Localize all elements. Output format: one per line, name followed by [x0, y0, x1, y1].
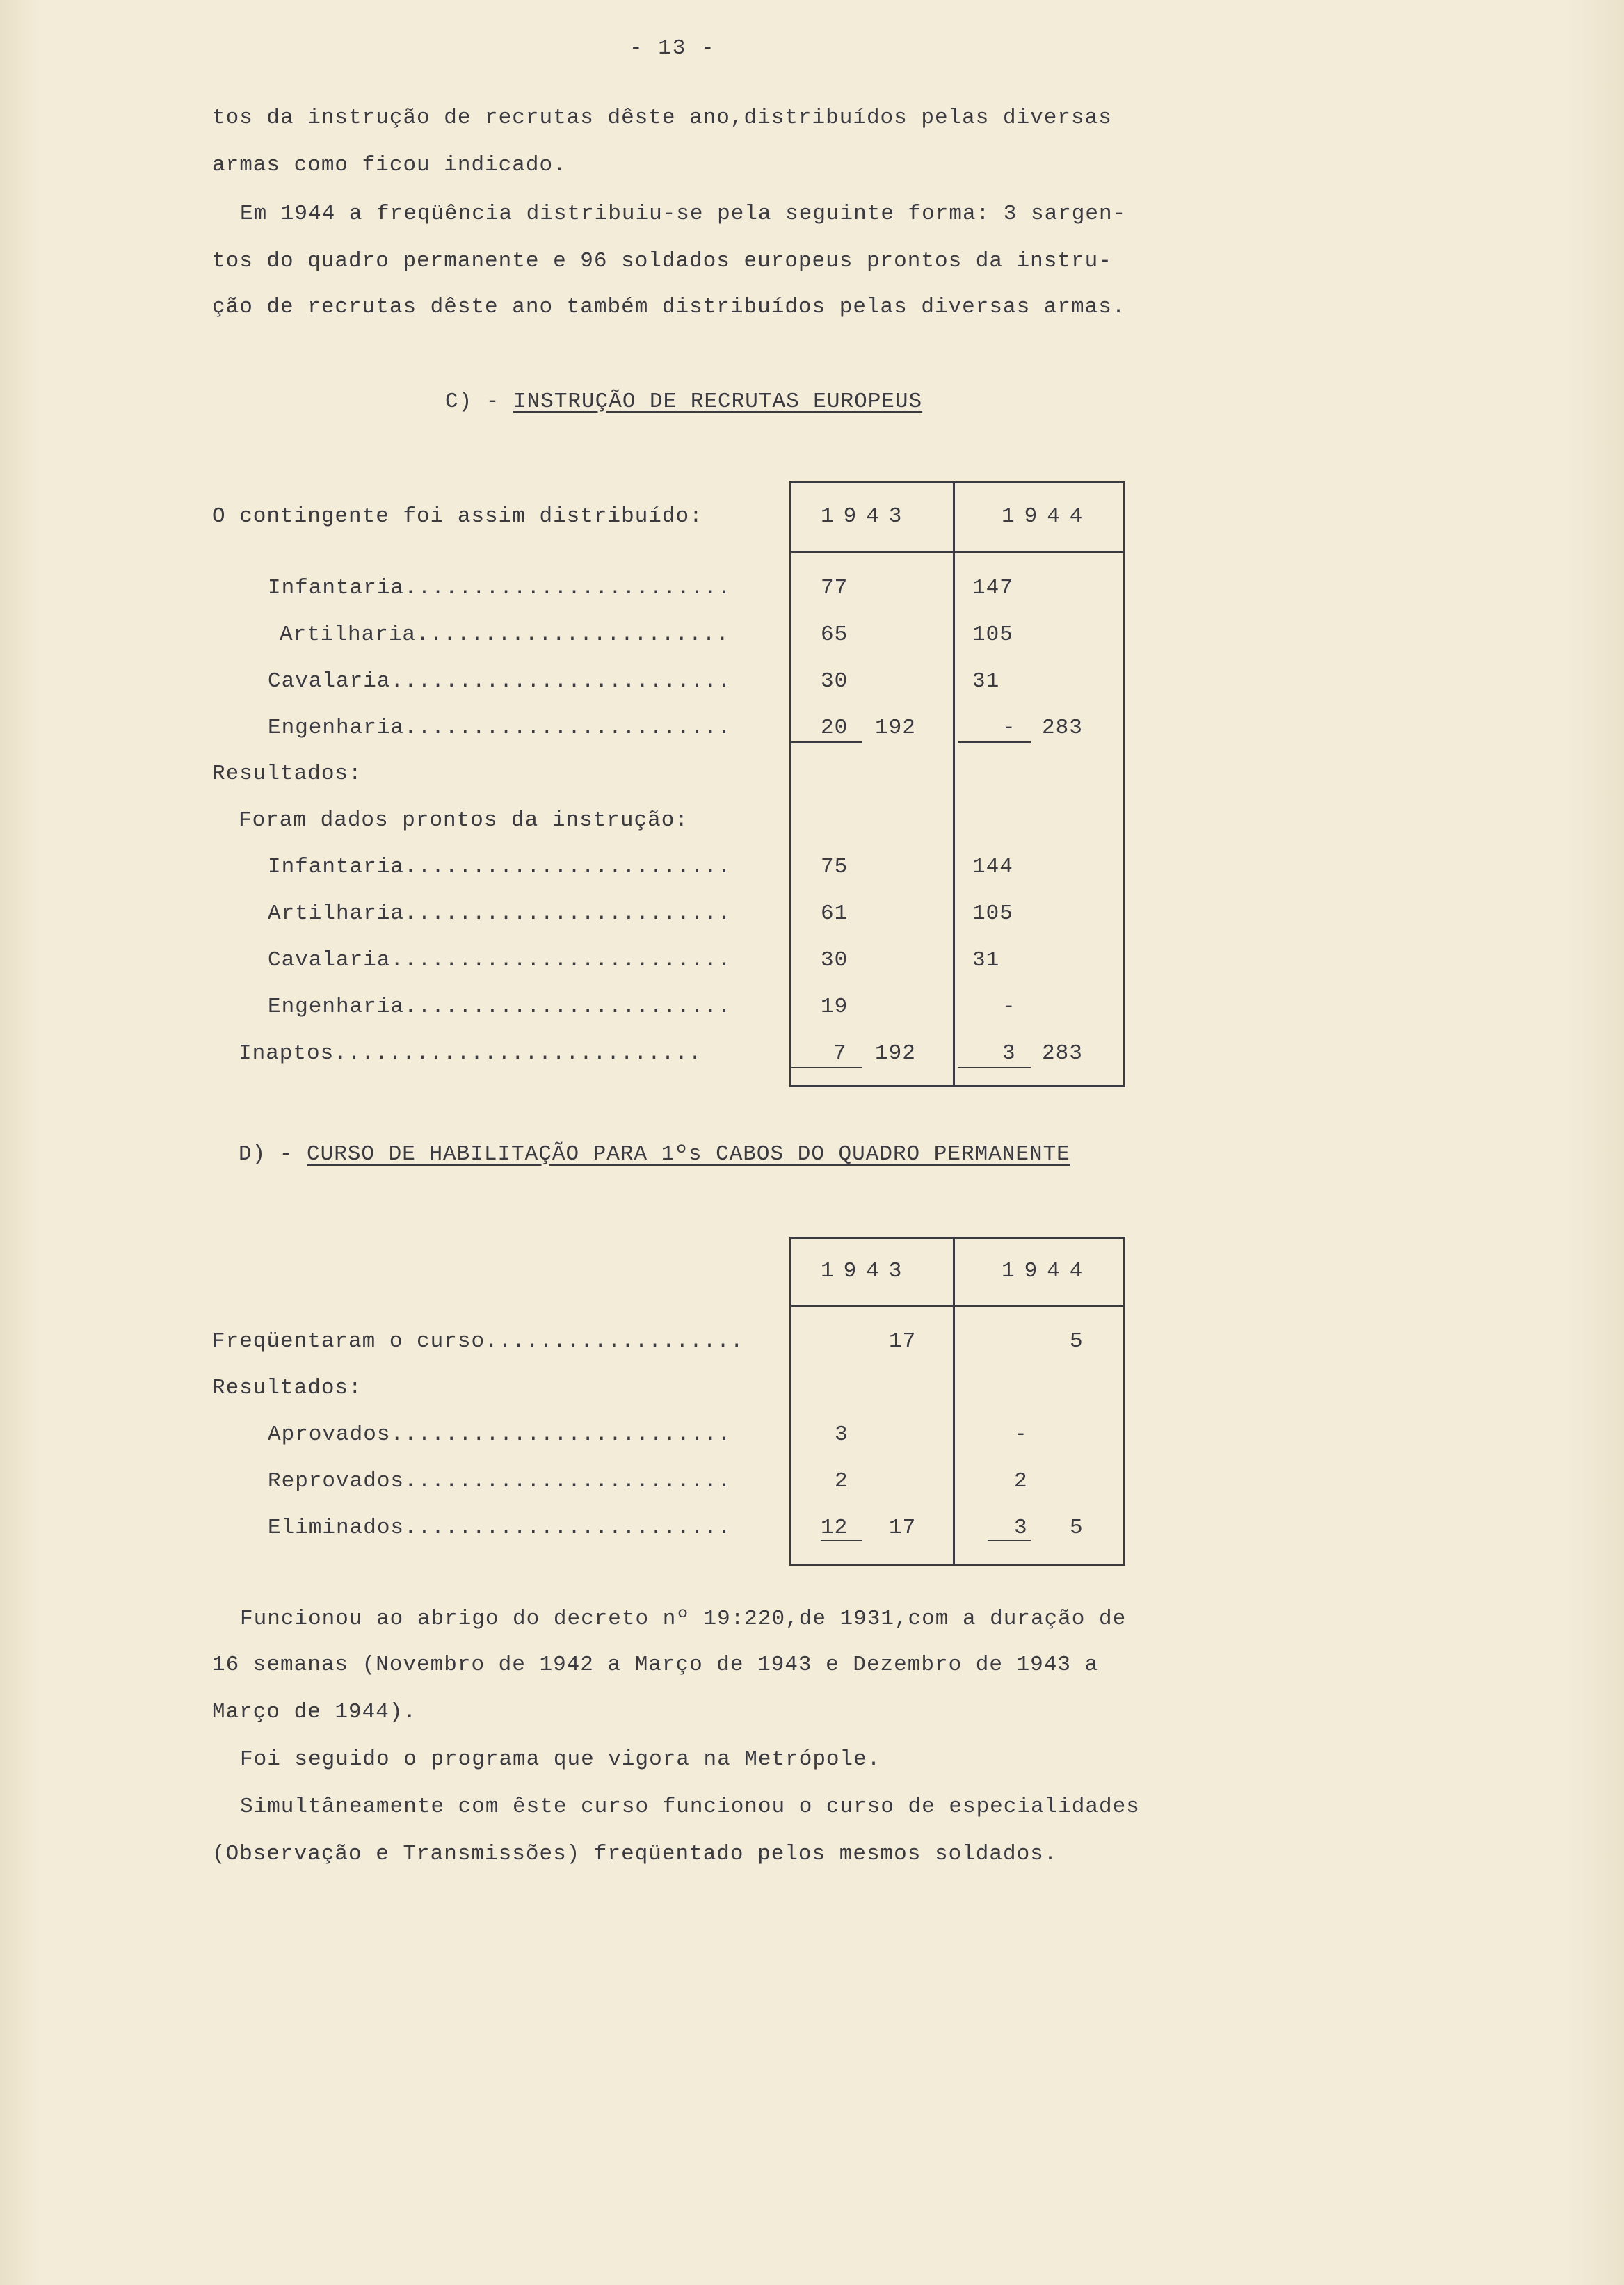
table-c-year-1943: 1943	[821, 504, 912, 529]
section-d-title: CURSO DE HABILITAÇÃO PARA 1ºs CABOS DO QUADRO PERMANENTE	[307, 1142, 1070, 1166]
sum-underline	[958, 1067, 1031, 1068]
table-c-right-border	[1123, 481, 1125, 1087]
table-cell: 20	[821, 716, 849, 740]
table-subtotal: 192	[875, 716, 916, 740]
paragraph-line: ção de recrutas dêste ano também distribuídos pelas diversas armas.	[212, 295, 1126, 319]
table-cell: 147	[972, 576, 1013, 600]
table-subtotal: 5	[1070, 1516, 1084, 1540]
table-d-left-border	[789, 1237, 791, 1566]
table-c-caption: O contingente foi assim distribuído:	[212, 504, 703, 529]
paragraph-line: Funcionou ao abrigo do decreto nº 19:220,de 1931,com a duração de	[240, 1607, 1127, 1631]
section-d-heading	[239, 1142, 1070, 1166]
paragraph-line: Em 1944 a freqüência distribuiu-se pela seguinte forma: 3 sargen-	[240, 202, 1127, 226]
table-row-label: Infantaria........................	[268, 855, 732, 879]
table-row-label: Infantaria........................	[268, 576, 732, 600]
table-row-label: Artilharia.......................	[280, 623, 730, 647]
table-subtotal: 283	[1042, 1041, 1083, 1066]
table-cell: 30	[821, 669, 849, 693]
table-c-top-border	[789, 481, 1125, 483]
page-number: - 13 -	[629, 36, 716, 61]
table-d-bottom-border	[789, 1564, 1125, 1566]
table-c-header-border	[789, 551, 1125, 553]
paragraph-line: Março de 1944).	[212, 1700, 417, 1724]
table-row-label: Engenharia........................	[268, 716, 732, 740]
paragraph-line: (Observação e Transmissões) freqüentado pelos mesmos soldados.	[212, 1842, 1058, 1866]
table-row-label: Engenharia........................	[268, 995, 732, 1019]
results-label: Resultados:	[212, 762, 362, 786]
sum-underline	[821, 1540, 862, 1541]
table-row-label: Eliminados........................	[268, 1516, 732, 1540]
paragraph-line: Simultâneamente com êste curso funcionou o curso de especialidades	[240, 1795, 1140, 1819]
paragraph-line: Foi seguido o programa que vigora na Metrópole.	[240, 1747, 881, 1772]
table-cell: 5	[1070, 1329, 1084, 1354]
table-d-header-border	[789, 1305, 1125, 1307]
table-cell: 12	[821, 1516, 849, 1540]
results-subheading: Foram dados prontos da instrução:	[239, 808, 689, 833]
table-cell: -	[1002, 995, 1016, 1019]
table-row-label: Aprovados.........................	[268, 1422, 732, 1447]
table-cell: -	[1014, 1422, 1028, 1447]
table-c-year-1944: 1944	[1002, 504, 1093, 529]
table-d-year-1944: 1944	[1002, 1259, 1093, 1283]
table-c-divider	[953, 481, 955, 1087]
table-cell: 3	[1014, 1516, 1028, 1540]
sum-underline	[791, 741, 862, 743]
table-subtotal: 17	[889, 1516, 917, 1540]
sum-underline	[791, 1067, 862, 1068]
table-cell: -	[1002, 716, 1016, 740]
section-c-heading	[445, 390, 922, 414]
table-cell: 31	[972, 669, 1000, 693]
table-cell: 65	[821, 623, 849, 647]
table-row-label: Reprovados........................	[268, 1469, 732, 1493]
table-cell: 2	[1014, 1469, 1028, 1493]
table-d-top-border	[789, 1237, 1125, 1239]
table-row-label: Artilharia........................	[268, 901, 732, 926]
table-subtotal: 192	[875, 1041, 916, 1066]
table-row-label: Freqüentaram o curso...................	[212, 1329, 744, 1354]
paragraph-line: tos do quadro permanente e 96 soldados europeus prontos da instru-	[212, 249, 1112, 273]
table-cell: 19	[821, 995, 849, 1019]
sum-underline	[988, 1540, 1031, 1541]
table-cell: 2	[835, 1469, 849, 1493]
section-c-prefix: C) -	[445, 390, 514, 414]
table-cell: 105	[972, 623, 1013, 647]
table-cell: 3	[835, 1422, 849, 1447]
section-d-prefix: D) -	[239, 1142, 307, 1166]
section-c-title: INSTRUÇÃO DE RECRUTAS EUROPEUS	[513, 390, 923, 414]
table-d-year-1943: 1943	[821, 1259, 912, 1283]
table-cell: 75	[821, 855, 849, 879]
table-subtotal: 283	[1042, 716, 1083, 740]
table-cell: 7	[833, 1041, 847, 1066]
table-cell: 61	[821, 901, 849, 926]
table-cell: 31	[972, 948, 1000, 972]
table-row-label: Cavalaria.........................	[268, 948, 732, 972]
table-c-bottom-border	[789, 1085, 1125, 1087]
table-cell: 77	[821, 576, 849, 600]
paragraph-line: 16 semanas (Novembro de 1942 a Março de 1943 e Dezembro de 1943 a	[212, 1653, 1099, 1677]
table-cell: 30	[821, 948, 849, 972]
paragraph-line: tos da instrução de recrutas dêste ano,distribuídos pelas diversas	[212, 106, 1112, 130]
table-d-divider	[953, 1237, 955, 1566]
table-cell: 3	[1002, 1041, 1016, 1066]
table-cell: 144	[972, 855, 1013, 879]
table-d-right-border	[1123, 1237, 1125, 1566]
table-row-label: Cavalaria.........................	[268, 669, 732, 693]
table-cell: 17	[889, 1329, 917, 1354]
paragraph-line: armas como ficou indicado.	[212, 153, 567, 177]
table-c-left-border	[789, 481, 791, 1087]
table-row-label: Inaptos...........................	[239, 1041, 702, 1066]
results-label: Resultados:	[212, 1376, 362, 1400]
sum-underline	[958, 741, 1031, 743]
table-cell: 105	[972, 901, 1013, 926]
